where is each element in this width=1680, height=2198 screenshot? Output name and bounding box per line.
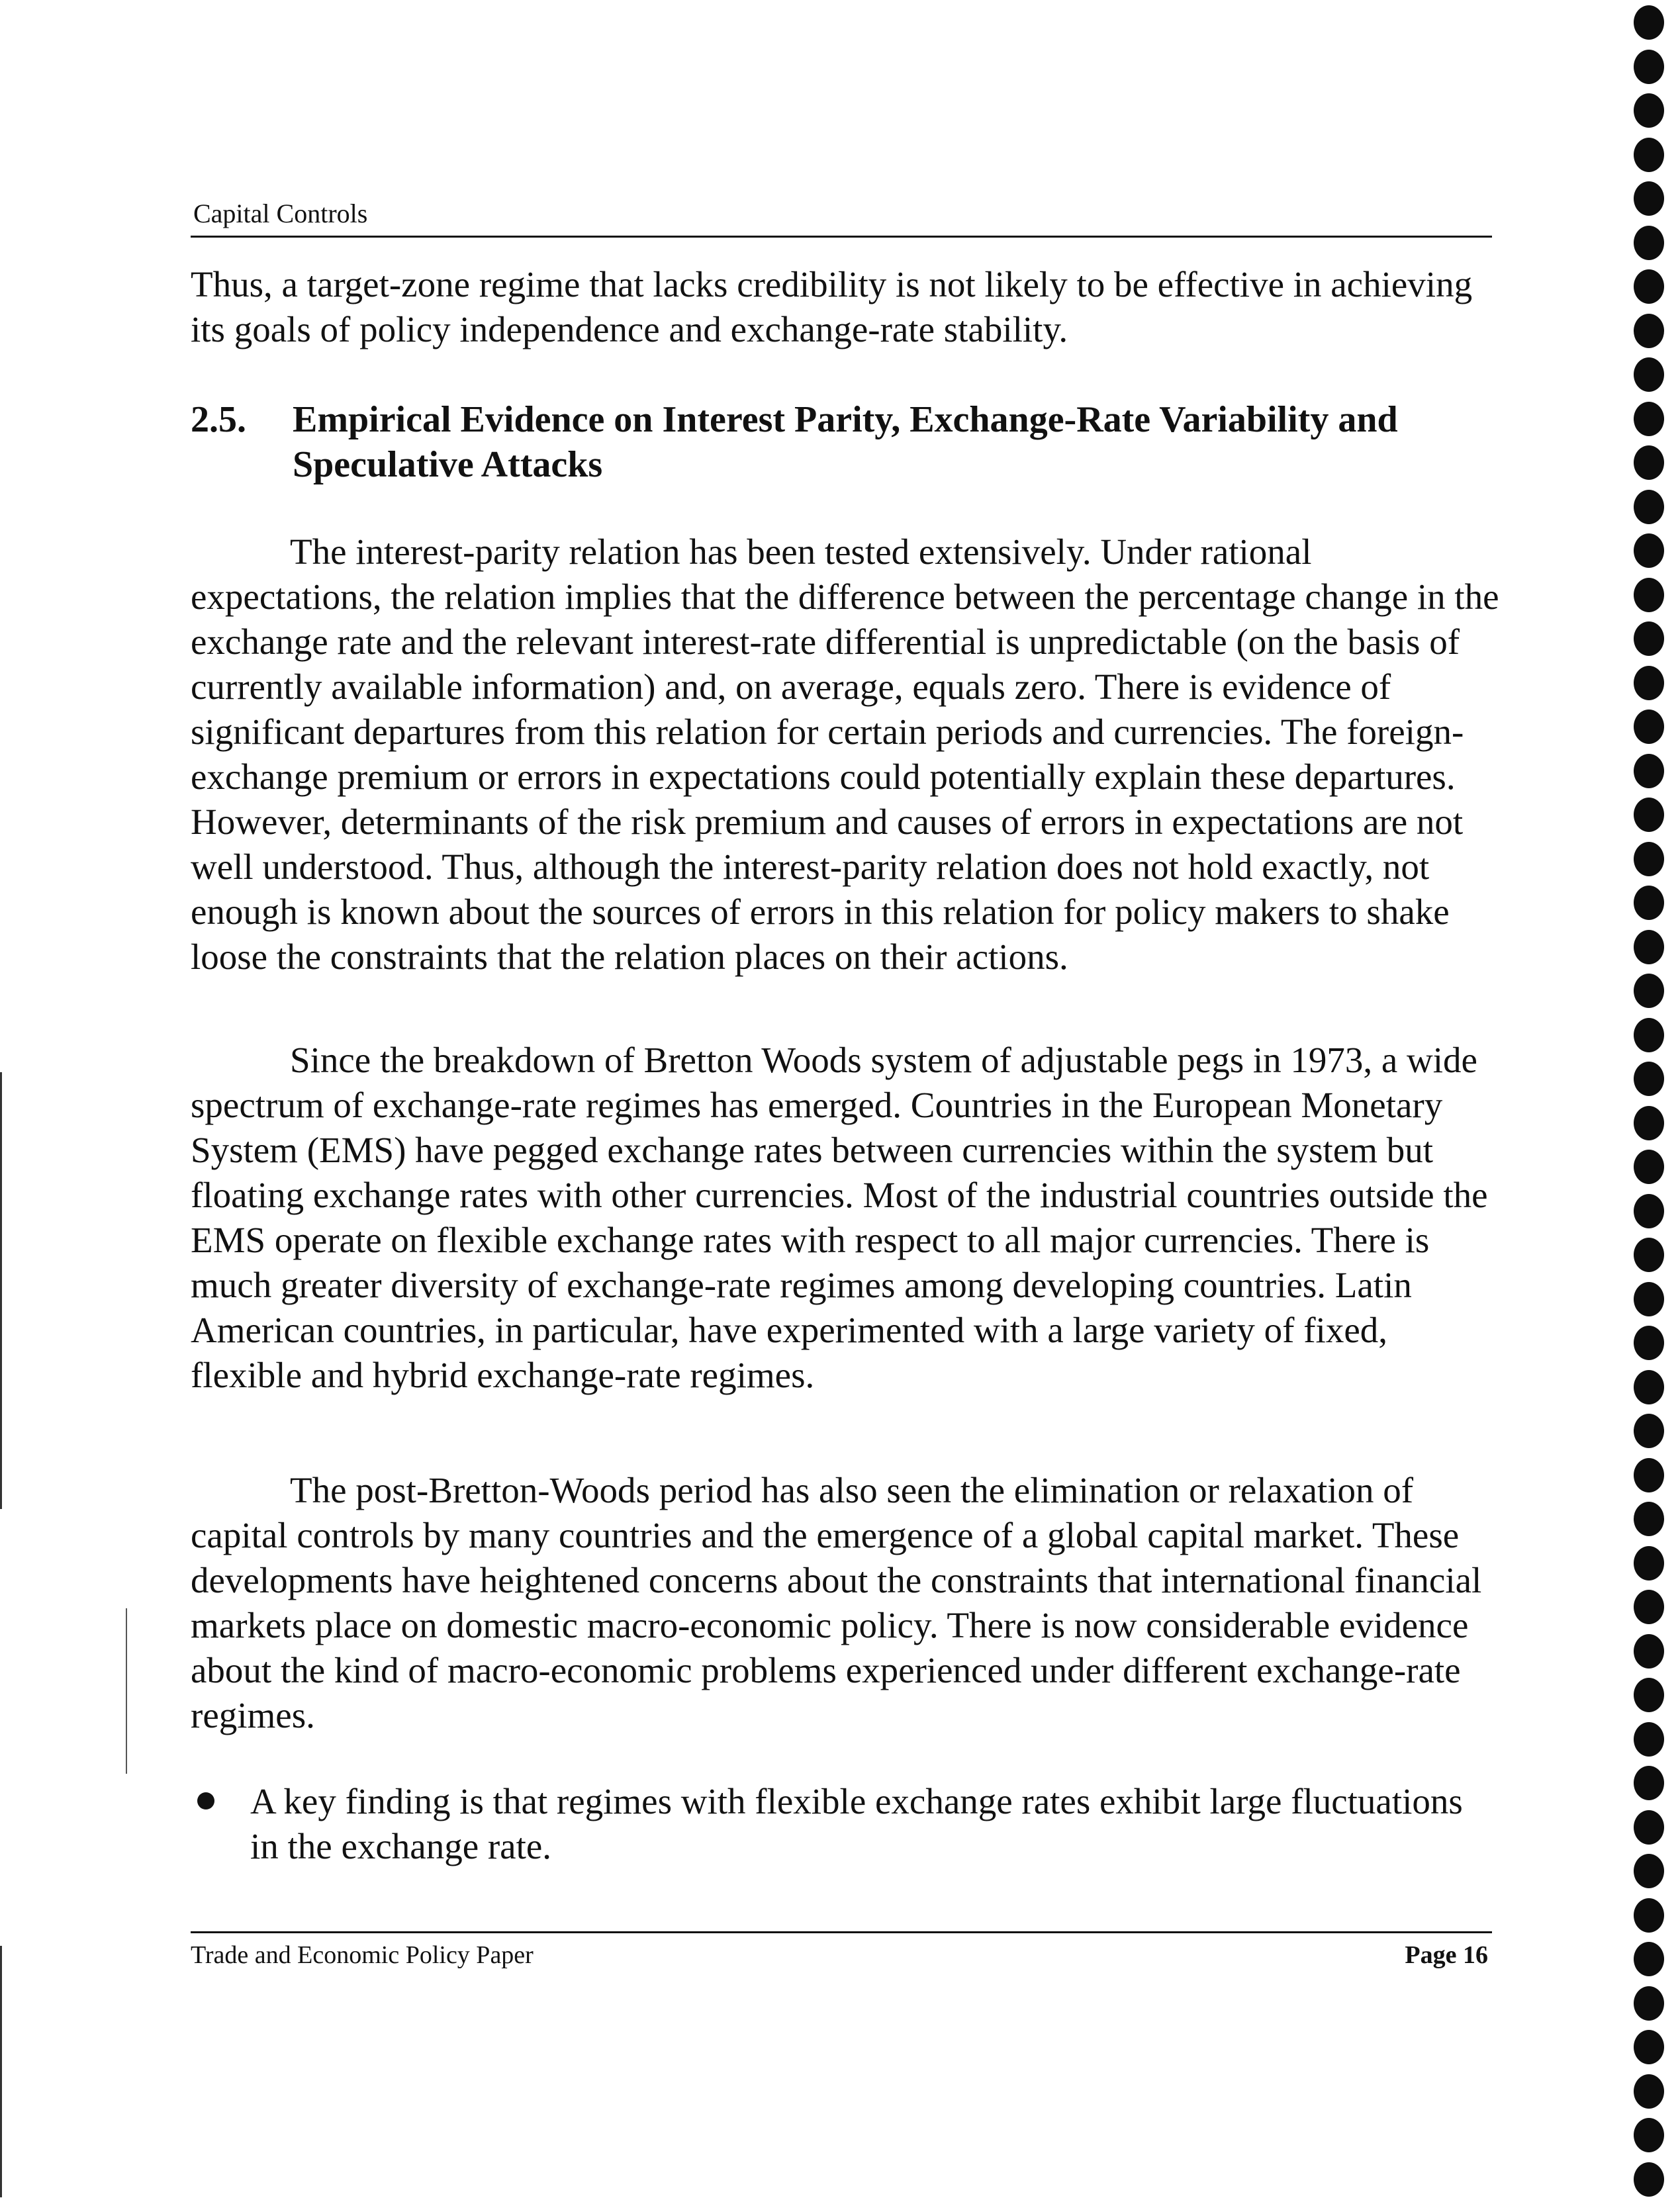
binding-hole-icon: [1634, 1810, 1664, 1845]
binding-hole-icon: [1634, 1634, 1664, 1669]
binding-hole-icon: [1634, 754, 1664, 788]
binding-hole-icon: [1634, 50, 1664, 84]
binding-hole-icon: [1634, 1062, 1664, 1096]
binding-hole-icon: [1634, 1898, 1664, 1933]
binding-hole-icon: [1634, 2074, 1664, 2109]
binding-hole-icon: [1634, 621, 1664, 656]
binding-hole-icon: [1634, 445, 1664, 480]
binding-hole-icon: [1634, 5, 1664, 40]
binding-hole-icon: [1634, 1238, 1664, 1272]
binding-hole-icon: [1634, 798, 1664, 832]
section-heading: [191, 397, 1501, 487]
left-margin-mark: [0, 1946, 2, 2197]
binding-hole-icon: [1634, 974, 1664, 1008]
binding-hole-icon: [1634, 2162, 1664, 2197]
bullet-text: A key finding is that regimes with flexible exchange rates exhibit large fluctuations in the exchange rate.: [250, 1781, 1463, 1866]
binding-hole-icon: [1634, 1282, 1664, 1316]
binding-hole-icon: [1634, 1678, 1664, 1712]
binding-hole-icon: [1634, 886, 1664, 920]
binding-hole-icon: [1634, 490, 1664, 524]
paragraph-post-bretton-woods: The post-Bretton-Woods period has also seen the elimination or relaxation of capital controls by many countries and the emergence of a global capital market. These developments have heightened concerns about the constraints that international financial markets place on domestic macro-economic policy. There is now considerable evidence about the kind of macro-economic problems experienced under different exchange-rate regimes.: [191, 1470, 1482, 1735]
binding-hole-icon: [1634, 1194, 1664, 1228]
binding-hole-icon: [1634, 1766, 1664, 1800]
footer-rule: [191, 1931, 1492, 1933]
binding-hole-icon: [1634, 666, 1664, 700]
footer-publication: Trade and Economic Policy Paper: [191, 1941, 534, 1969]
binding-hole-icon: [1634, 2030, 1664, 2064]
left-margin-mark: [0, 1072, 2, 1509]
binding-hole-icon: [1634, 314, 1664, 348]
binding-hole-icon: [1634, 2118, 1664, 2152]
intro-paragraph: Thus, a target-zone regime that lacks credibility is not likely to be effective in achieving its goals of policy independence and exchange-rate stability.: [191, 264, 1473, 349]
binding-hole-icon: [1634, 578, 1664, 612]
binding-hole-icon: [1634, 842, 1664, 876]
header-rule: [191, 236, 1492, 238]
page-header-title: Capital Controls: [193, 199, 368, 228]
binding-hole-icon: [1634, 1018, 1664, 1052]
binding-hole-icon: [1634, 269, 1664, 304]
binding-hole-icon: [1634, 1854, 1664, 1888]
bullet-list-item: [191, 1779, 1501, 1869]
binding-hole-icon: [1634, 1326, 1664, 1360]
bullet-icon: [197, 1792, 214, 1809]
paragraph-bretton-woods: Since the breakdown of Bretton Woods system of adjustable pegs in 1973, a wide spectrum of exchange-rate regimes has emerged. Countries in the European Monetary System (EMS) have pegged exchange rates between currencies within the system but floating exchange rates with other currencies. Most of the industrial countries outside the EMS operate on flexible exchange rates with respect to all major currencies. There is much greater diversity of exchange-rate regimes among developing countries. Latin American countries, in particular, have experimented with a large variety of fixed, flexible and hybrid exchange-rate regimes.: [191, 1040, 1488, 1395]
paragraph-interest-parity: The interest-parity relation has been tested extensively. Under rational expectations, the relation implies that the difference between the percentage change in the exchange rate and the relevant interest-rate differential is unpredictable (on the basis of currently available information) and, on average, equals zero. There is evidence of significant departures from this relation for certain periods and currencies. The foreign-exchange premium or errors in expectations could potentially explain these departures. However, determinants of the risk premium and causes of errors in expectations are not well understood. Thus, although the interest-parity relation does not hold exactly, not enough is known about the sources of errors in this relation for policy makers to shake loose the constraints that the relation places on their actions.: [191, 531, 1499, 977]
binding-hole-icon: [1634, 357, 1664, 392]
binding-hole-icon: [1634, 1590, 1664, 1624]
section-title: Empirical Evidence on Interest Parity, Exchange-Rate Variability and Speculative Attacks: [293, 399, 1398, 485]
binding-hole-icon: [1634, 1942, 1664, 1976]
binding-hole-icon: [1634, 226, 1664, 260]
binding-hole-icon: [1634, 533, 1664, 568]
left-margin-mark: [126, 1608, 127, 1774]
binding-hole-icon: [1634, 1986, 1664, 2021]
footer-page-number: Page 16: [1405, 1941, 1488, 1969]
binding-hole-icon: [1634, 402, 1664, 436]
binding-hole-icon: [1634, 1106, 1664, 1140]
binding-hole-icon: [1634, 138, 1664, 172]
binding-hole-icon: [1634, 181, 1664, 216]
binding-hole-icon: [1634, 1414, 1664, 1448]
section-number: 2.5.: [191, 399, 246, 440]
binding-hole-icon: [1634, 930, 1664, 964]
binding-hole-icon: [1634, 1502, 1664, 1536]
binding-hole-icon: [1634, 1370, 1664, 1404]
binding-hole-icon: [1634, 93, 1664, 128]
binding-hole-icon: [1634, 1150, 1664, 1184]
binding-hole-icon: [1634, 1546, 1664, 1580]
binding-hole-icon: [1634, 1458, 1664, 1492]
binding-hole-icon: [1634, 1722, 1664, 1757]
binding-holes: [1634, 0, 1680, 2198]
binding-hole-icon: [1634, 710, 1664, 744]
